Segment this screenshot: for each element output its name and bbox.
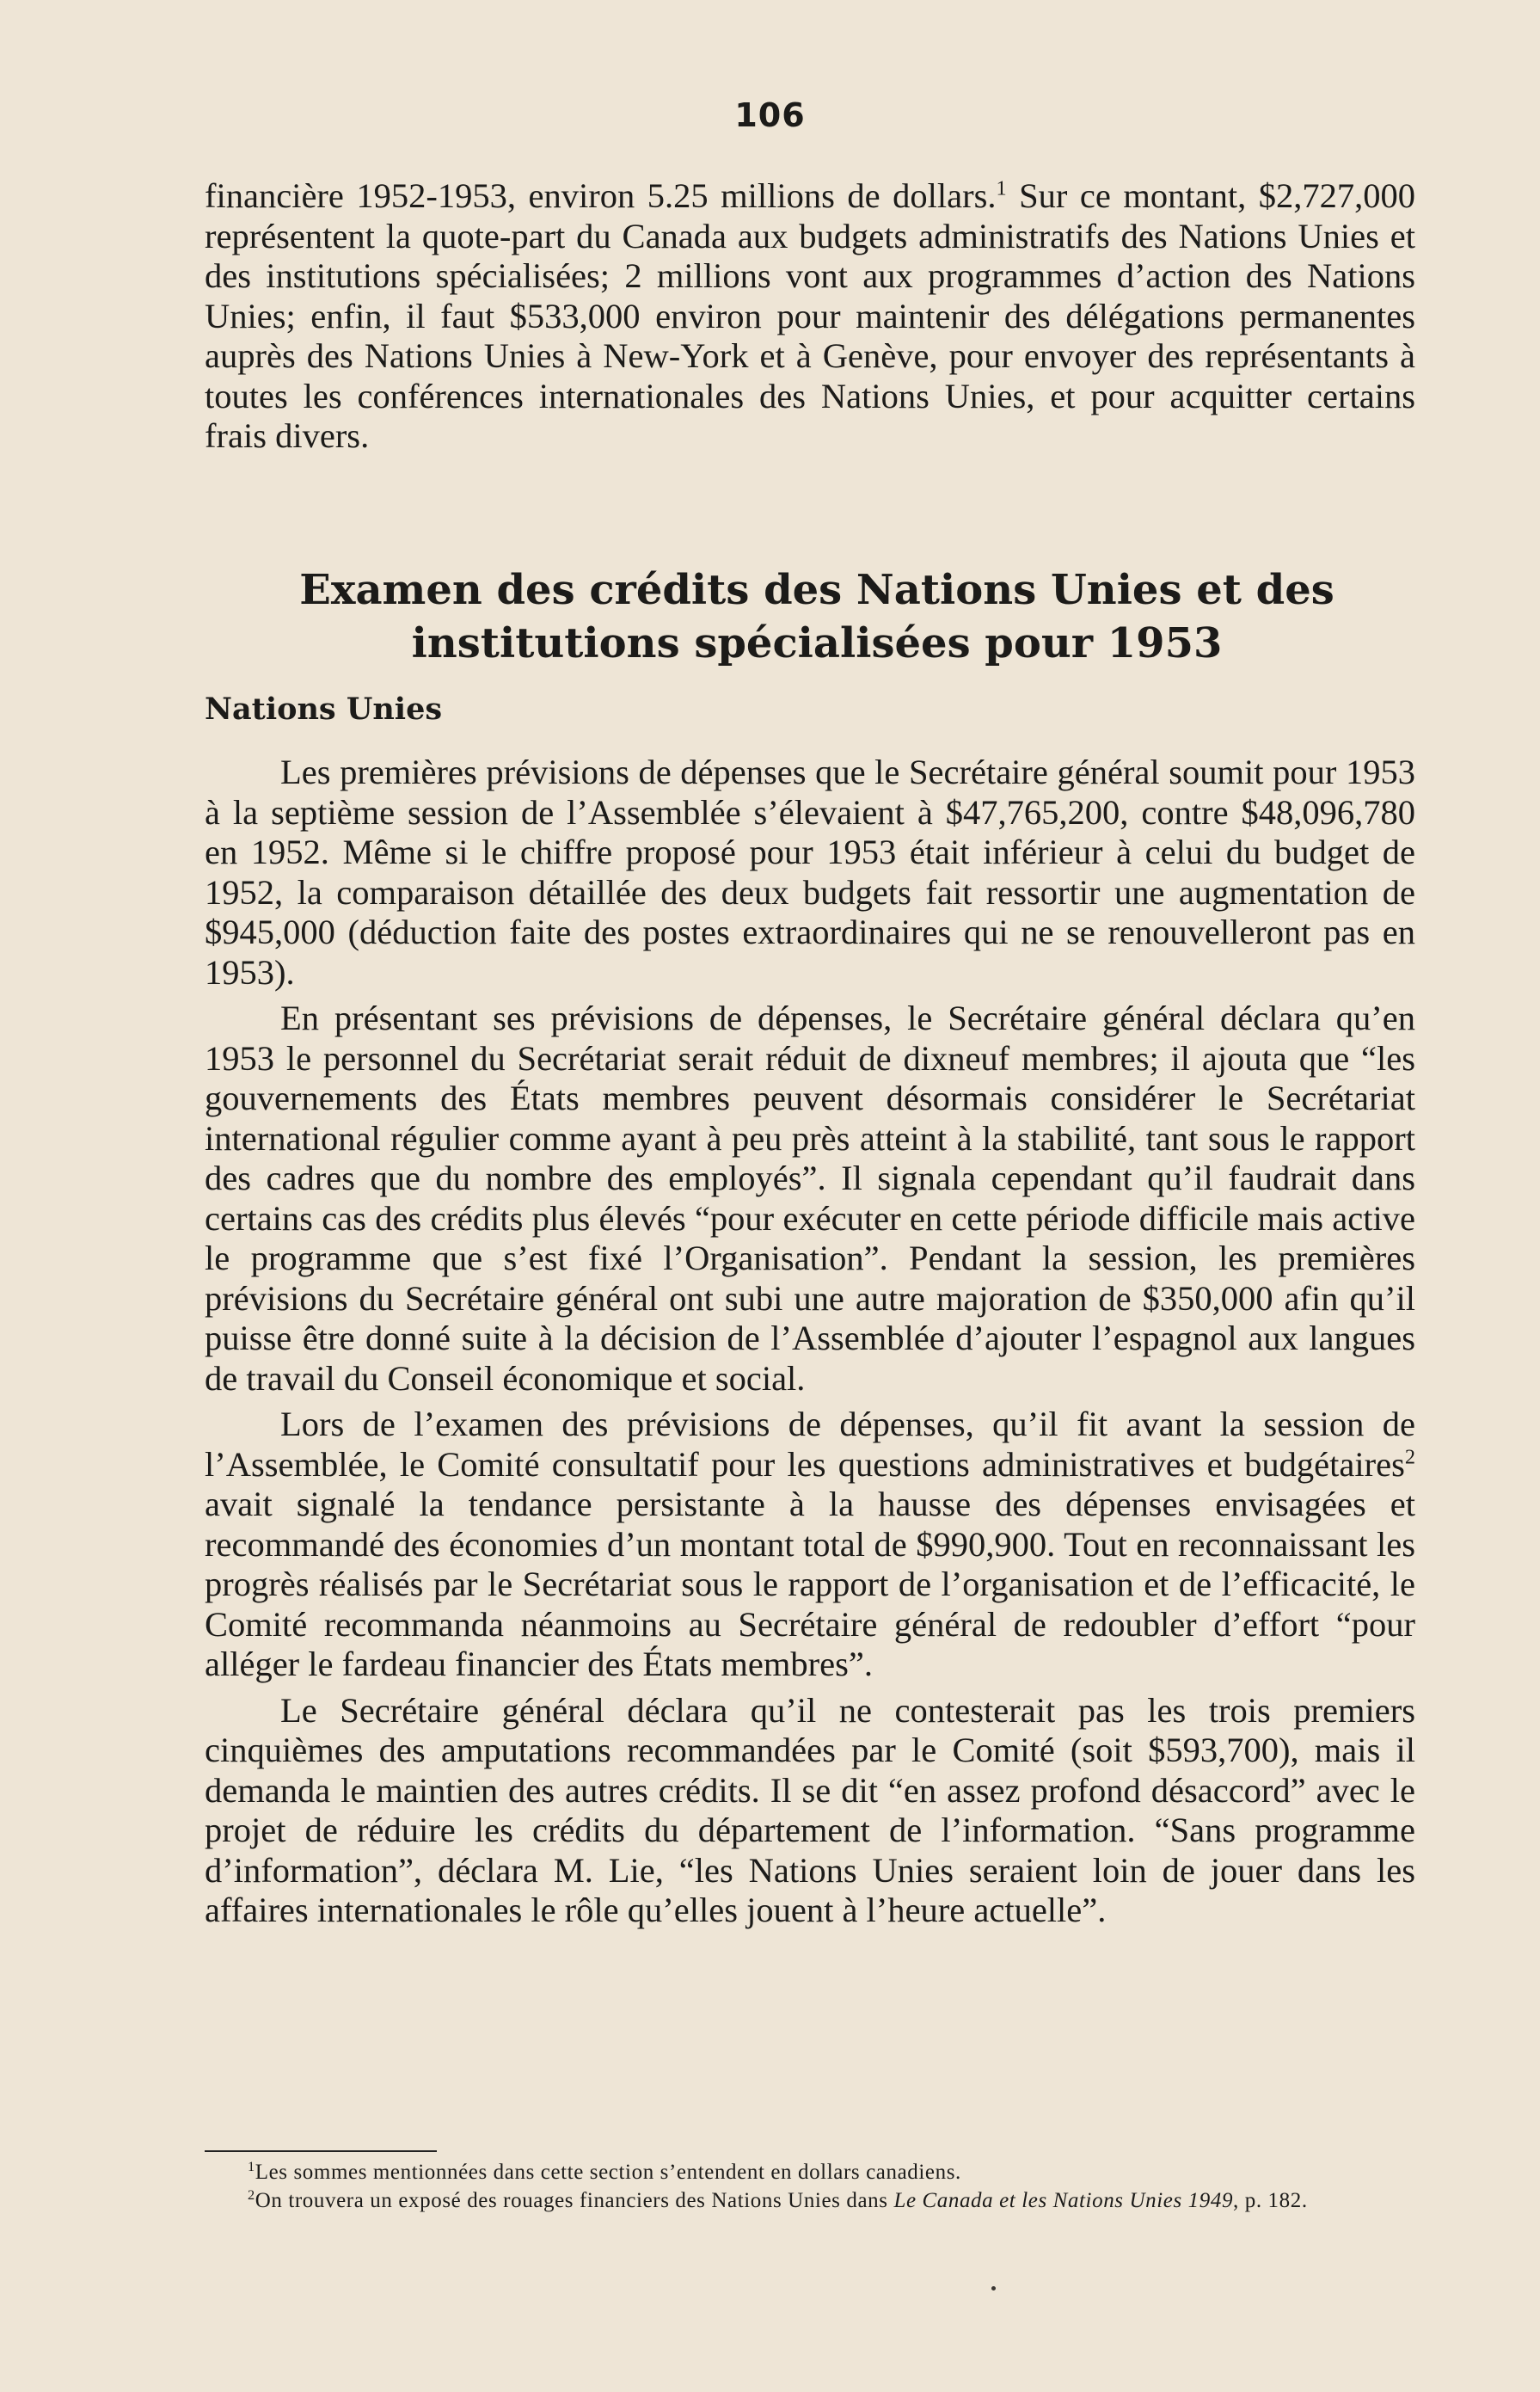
- paragraph-4: Le Secrétaire général déclara qu’il ne contesterait pas les trois premiers cinquièmes des amputations recommandées par le Comité (soit $593,700), mais il demanda le maintien des autres crédits. Il se dit “en assez profond désaccord” avec le projet de réduire les crédits du département de l’information. “Sans programme d’information”, déclara M. Lie, “les Nations Unies seraient loin de jouer dans les affaires internationales le rôle qu’elles jouent à l’heure actuelle”.: [205, 1690, 1415, 1929]
- section-title: [258, 563, 1376, 670]
- footnote-1-mark: 1: [248, 2159, 255, 2174]
- footnote-2-mark: 2: [248, 2186, 255, 2203]
- main-body: [205, 753, 1415, 1937]
- paragraph-3-continuation: avait signalé la tendance persistante à la hausse des dépenses envisagées et recommandé des économies d’un montant total de $990,900. Tout en reconnaissant les progrès réalisés par le Secrétariat sous le rapport de l’organisation et de l’efficacité, le Comité recommanda néanmoins au Secrétaire général de redoubler d’effort “pour alléger le fardeau financier des États membres”.: [205, 1485, 1415, 1683]
- sub-heading: Nations Unies: [205, 692, 443, 727]
- footnote-2-page: , p. 182.: [1233, 2188, 1308, 2212]
- intro-paragraph-start: financière 1952-1953, environ 5.25 millions de dollars.: [205, 176, 997, 215]
- footnotes: [205, 2155, 1415, 2212]
- footnote-2-text: On trouvera un exposé des rouages financiers des Nations Unies dans: [255, 2188, 894, 2212]
- intro-paragraph: [205, 176, 1415, 457]
- footnote-1: [205, 2155, 1415, 2184]
- footnote-2: [205, 2184, 1415, 2212]
- section-title-line-2: institutions spécialisées pour 1953: [411, 619, 1223, 667]
- footnote-divider: [205, 2150, 437, 2152]
- print-speck: [991, 2286, 996, 2291]
- page-number: 106: [734, 96, 806, 134]
- footnote-1-text: Les sommes mentionnées dans cette section s’entendent en dollars canadiens.: [255, 2160, 961, 2184]
- footnote-ref-1: 1: [996, 176, 1007, 200]
- paragraph-3-start: Lors de l’examen des prévisions de dépenses, qu’il fit avant la session de l’Assemblée, le Comité consultatif pour les questions administratives et budgétaires: [205, 1405, 1415, 1484]
- footnote-2-cited-title: Le Canada et les Nations Unies 1949: [893, 2188, 1234, 2212]
- intro-paragraph-block: [205, 176, 1415, 457]
- footnote-ref-2: 2: [1404, 1444, 1415, 1468]
- intro-paragraph-continuation: Sur ce montant, $2,727,000 représentent la quote-part du Canada aux budgets administratifs des Nations Unies et des institutions spécialisées; 2 millions vont aux programmes d’action des Nations Unies; enfin, il faut $533,000 environ pour maintenir des délégations permanentes auprès des Nations Unies à New-York et à Genève, pour envoyer des représentants à toutes les conférences internationales des Nations Unies, et pour acquitter certains frais divers.: [205, 176, 1415, 455]
- paragraph-1: Les premières prévisions de dépenses que le Secrétaire général soumit pour 1953 à la septième session de l’Assemblée s’élevaient à $47,765,200, contre $48,096,780 en 1952. Même si le chiffre proposé pour 1953 était inférieur à celui du budget de 1952, la comparaison détaillée des deux budgets fait ressortir une augmentation de $945,000 (déduction faite des postes extraordinaires qui ne se renouvelleront pas en 1953).: [205, 753, 1415, 992]
- paragraph-2: En présentant ses prévisions de dépenses, le Secrétaire général déclara qu’en 1953 le personnel du Secrétariat serait réduit de dixneuf membres; il ajouta que “les gouvernements des États membres peuvent désormais considérer le Secrétariat international régulier comme ayant à peu près atteint à la stabilité, tant sous le rapport des cadres que du nombre des employés”. Il signala cependant qu’il faudrait dans certains cas des crédits plus élevés “pour exécuter en cette période difficile mais active le programme que s’est fixé l’Organisation”. Pendant la session, les premières prévisions du Secrétaire général ont subi une autre majoration de $350,000 afin qu’il puisse être donné suite à la décision de l’Assemblée d’ajouter l’espagnol aux langues de travail du Conseil économique et social.: [205, 999, 1415, 1398]
- section-title-line-1: Examen des crédits des Nations Unies et des: [299, 566, 1334, 614]
- paragraph-3: [205, 1405, 1415, 1685]
